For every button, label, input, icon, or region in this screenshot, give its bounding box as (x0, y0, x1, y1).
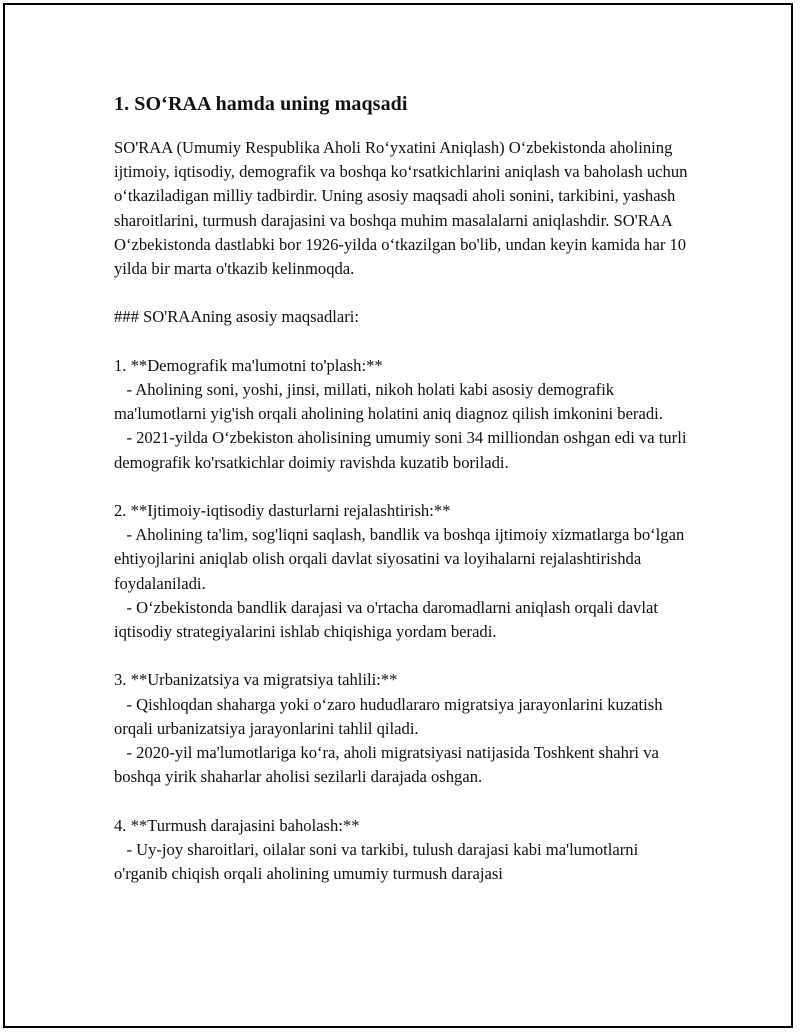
spacer (114, 281, 694, 305)
spacer (114, 644, 694, 668)
section-2-body: - Aholining ta'lim, sog'liqni saqlash, bandlik va boshqa ijtimoiy xizmatlarga bo‘lgan ehtiyojlarini aniqlab olish orqali davlat siyosatini va loyihalarni rejalashtirishda foydalaniladi. - O‘zbekistonda bandlik darajasi va o'rtacha daromadlarni aniqlash orqali davlat iqtisodiy strategiyalarini ishlab chiqishiga yordam beradi. (114, 525, 685, 642)
section-3-body: - Qishloqdan shaharga yoki o‘zaro hududlararo migratsiya jarayonlarini kuzatish orqali urbanizatsiya jarayonlarini tahlil qiladi. - 2020-yil ma'lumotlariga ko‘ra, aholi migratsiyasi natijasida Toshkent shahri va boshqa yirik shaharlar aholisi sezilarli darajada oshgan. (114, 694, 663, 787)
document-title: 1. SO‘RAA hamda uning maqsadi (114, 93, 408, 115)
section-4-heading: 4. **Turmush darajasini baholash:** (114, 815, 360, 835)
section-1-body: - Aholining soni, yoshi, jinsi, millati, nikoh holati kabi asosiy demografik ma'lumotlarni yig'ish orqali aholining holatini aniq diagnoz qilish imkonini beradi. - 2021-yilda O‘zbekiston aholisining umumiy soni 34 milliondan oshgan edi va turli demografik ko'rsatkichlar doimiy ravishda kuzatib boriladi. (114, 380, 687, 472)
subheading: ### SO'RAAning asosiy maqsadlari: (114, 307, 359, 327)
section-4-body: - Uy-joy sharoitlari, oilalar soni va tarkibi, tulush darajasi kabi ma'lumotlarni o'rganib chiqish orqali aholining umumiy turmush darajasi (114, 839, 643, 884)
spacer (114, 330, 694, 354)
intro-paragraph: SO'RAA (Umumiy Respublika Aholi Ro‘yxatini Aniqlash) O‘zbekistonda aholining ijtimoiy, iqtisodiy, demografik va boshqa ko‘rsatkichlarini aniqlash va baholash uchun o‘tkaziladigan milliy tadbirdir. Uning asosiy maqsadi aholi sonini, tarkibini, yashash sharoitlarini, turmush darajasini va boshqa muhim masalalarni aniqlashdir. SO'RAA O‘zbekistonda dastlabki bor 1926-yilda o‘tkazilgan bo'lib, undan keyin kamida har 10 yilda bir marta o'tkazib kelinmoqda. (114, 138, 692, 279)
spacer (114, 475, 694, 499)
section-2-heading: 2. **Ijtimoiy-iqtisodiy dasturlarni rejalashtirish:** (114, 501, 451, 520)
section-1-heading: 1. **Demografik ma'lumotni to'plash:** (114, 355, 383, 375)
document-body (114, 90, 694, 886)
section-3-heading: 3. **Urbanizatsiya va migratsiya tahlili:** (114, 670, 398, 690)
spacer (114, 789, 694, 813)
